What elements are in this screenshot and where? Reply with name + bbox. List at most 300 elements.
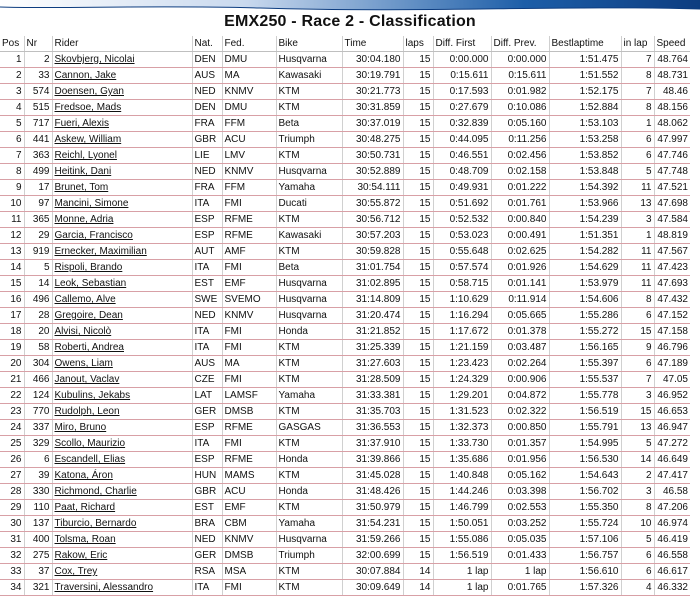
cell-laps: 15 <box>403 212 433 228</box>
cell-in-lap: 8 <box>621 100 654 116</box>
cell-in-lap: 15 <box>621 324 654 340</box>
cell-nr: 499 <box>24 164 52 180</box>
cell-rider[interactable]: Scollo, Maurizio <box>52 436 192 452</box>
cell-fed: ACU <box>222 132 276 148</box>
cell-time: 31:25.339 <box>342 340 403 356</box>
cell-nat: EST <box>192 276 222 292</box>
cell-nat: DEN <box>192 100 222 116</box>
cell-rider[interactable]: Ernecker, Maximilian <box>52 244 192 260</box>
col-header-diff-prev: Diff. Prev. <box>491 36 549 52</box>
cell-bestlaptime: 1:55.537 <box>549 372 621 388</box>
cell-bike: KTM <box>276 340 342 356</box>
cell-in-lap: 6 <box>621 548 654 564</box>
cell-bike: Kawasaki <box>276 68 342 84</box>
cell-time: 30:37.019 <box>342 116 403 132</box>
cell-in-lap: 14 <box>621 452 654 468</box>
cell-rider[interactable]: Heitink, Dani <box>52 164 192 180</box>
table-row <box>0 180 690 196</box>
table-row <box>0 100 690 116</box>
cell-laps: 15 <box>403 260 433 276</box>
cell-nr: 337 <box>24 420 52 436</box>
cell-speed: 47.272 <box>654 436 690 452</box>
cell-nr: 39 <box>24 468 52 484</box>
cell-diff-prev: 0:02.264 <box>491 356 549 372</box>
cell-time: 30:57.203 <box>342 228 403 244</box>
cell-diff-first: 1:21.159 <box>433 340 491 356</box>
cell-diff-first: 0:15.611 <box>433 68 491 84</box>
cell-fed: LAMSF <box>222 388 276 404</box>
cell-pos: 23 <box>0 404 24 420</box>
cell-in-lap: 11 <box>621 276 654 292</box>
cell-speed: 48.46 <box>654 84 690 100</box>
cell-laps: 14 <box>403 564 433 580</box>
cell-pos: 21 <box>0 372 24 388</box>
cell-diff-first: 0:57.574 <box>433 260 491 276</box>
cell-diff-prev: 0:01.761 <box>491 196 549 212</box>
cell-bestlaptime: 1:54.995 <box>549 436 621 452</box>
cell-fed: FMI <box>222 340 276 356</box>
table-row <box>0 468 690 484</box>
cell-nat: NED <box>192 84 222 100</box>
table-body <box>0 52 690 596</box>
cell-bike: Kawasaki <box>276 228 342 244</box>
cell-rider[interactable]: Janout, Vaclav <box>52 372 192 388</box>
cell-bike: KTM <box>276 564 342 580</box>
cell-bestlaptime: 1:55.724 <box>549 516 621 532</box>
cell-laps: 15 <box>403 516 433 532</box>
cell-diff-prev: 0:01.141 <box>491 276 549 292</box>
cell-speed: 47.567 <box>654 244 690 260</box>
cell-pos: 25 <box>0 436 24 452</box>
cell-nr: 441 <box>24 132 52 148</box>
cell-nr: 330 <box>24 484 52 500</box>
cell-in-lap: 3 <box>621 484 654 500</box>
cell-bestlaptime: 1:53.258 <box>549 132 621 148</box>
cell-diff-prev: 0:02.456 <box>491 148 549 164</box>
cell-nr: 363 <box>24 148 52 164</box>
cell-bestlaptime: 1:55.350 <box>549 500 621 516</box>
cell-fed: FFM <box>222 116 276 132</box>
cell-time: 30:48.275 <box>342 132 403 148</box>
cell-speed: 46.558 <box>654 548 690 564</box>
cell-time: 31:35.703 <box>342 404 403 420</box>
cell-time: 30:56.712 <box>342 212 403 228</box>
col-header-rider: Rider <box>52 36 192 52</box>
cell-laps: 15 <box>403 356 433 372</box>
cell-rider[interactable]: Askew, William <box>52 132 192 148</box>
cell-speed: 47.748 <box>654 164 690 180</box>
cell-diff-first: 0:27.679 <box>433 100 491 116</box>
cell-diff-prev: 0:01.926 <box>491 260 549 276</box>
cell-pos: 14 <box>0 260 24 276</box>
cell-time: 32:00.699 <box>342 548 403 564</box>
cell-bestlaptime: 1:53.852 <box>549 148 621 164</box>
cell-rider[interactable]: Cannon, Jake <box>52 68 192 84</box>
cell-speed: 48.764 <box>654 52 690 68</box>
cell-diff-prev: 0:02.322 <box>491 404 549 420</box>
cell-nr: 329 <box>24 436 52 452</box>
cell-bike: Honda <box>276 452 342 468</box>
cell-rider[interactable]: Owens, Liam <box>52 356 192 372</box>
cell-diff-prev: 0:00.000 <box>491 52 549 68</box>
cell-in-lap: 7 <box>621 84 654 100</box>
cell-diff-first: 1 lap <box>433 564 491 580</box>
cell-nr: 20 <box>24 324 52 340</box>
cell-time: 30:54.111 <box>342 180 403 196</box>
cell-laps: 15 <box>403 100 433 116</box>
cell-bike: Yamaha <box>276 180 342 196</box>
cell-rider[interactable]: Gregoire, Dean <box>52 308 192 324</box>
cell-diff-first: 0:55.648 <box>433 244 491 260</box>
col-header-bestlaptime: Bestlaptime <box>549 36 621 52</box>
cell-bike: Husqvarna <box>276 52 342 68</box>
cell-fed: CBM <box>222 516 276 532</box>
cell-nat: ITA <box>192 436 222 452</box>
cell-fed: MSA <box>222 564 276 580</box>
table-row <box>0 516 690 532</box>
cell-diff-prev: 0:05.160 <box>491 116 549 132</box>
table-row <box>0 68 690 84</box>
cell-speed: 48.062 <box>654 116 690 132</box>
cell-pos: 7 <box>0 148 24 164</box>
cell-diff-prev: 0:01.378 <box>491 324 549 340</box>
cell-rider[interactable]: Alvisi, Nicolò <box>52 324 192 340</box>
cell-laps: 15 <box>403 196 433 212</box>
cell-time: 31:14.809 <box>342 292 403 308</box>
table-row <box>0 308 690 324</box>
cell-nr: 6 <box>24 452 52 468</box>
table-row <box>0 324 690 340</box>
cell-laps: 15 <box>403 388 433 404</box>
cell-fed: RFME <box>222 228 276 244</box>
cell-speed: 46.617 <box>654 564 690 580</box>
cell-bestlaptime: 1:53.979 <box>549 276 621 292</box>
cell-nat: BRA <box>192 516 222 532</box>
cell-in-lap: 6 <box>621 148 654 164</box>
cell-time: 31:28.509 <box>342 372 403 388</box>
cell-diff-first: 1:29.201 <box>433 388 491 404</box>
cell-nat: AUT <box>192 244 222 260</box>
cell-diff-prev: 0:02.625 <box>491 244 549 260</box>
cell-bike: Husqvarna <box>276 532 342 548</box>
cell-nat: GER <box>192 404 222 420</box>
table-row <box>0 532 690 548</box>
cell-rider[interactable]: Doensen, Gyan <box>52 84 192 100</box>
cell-speed: 46.952 <box>654 388 690 404</box>
cell-diff-first: 1:40.848 <box>433 468 491 484</box>
cell-diff-first: 0:46.551 <box>433 148 491 164</box>
cell-speed: 47.05 <box>654 372 690 388</box>
cell-in-lap: 8 <box>621 68 654 84</box>
cell-diff-first: 1:44.246 <box>433 484 491 500</box>
cell-rider[interactable]: Skovbjerg, Nicolai <box>52 52 192 68</box>
cell-nat: ITA <box>192 196 222 212</box>
cell-speed: 47.997 <box>654 132 690 148</box>
cell-fed: FMI <box>222 372 276 388</box>
cell-rider[interactable]: Callemo, Alve <box>52 292 192 308</box>
cell-nat: LAT <box>192 388 222 404</box>
cell-rider[interactable]: Brunet, Tom <box>52 180 192 196</box>
cell-bestlaptime: 1:53.103 <box>549 116 621 132</box>
cell-bike: KTM <box>276 212 342 228</box>
cell-rider[interactable]: Garcia, Francisco <box>52 228 192 244</box>
cell-time: 31:20.474 <box>342 308 403 324</box>
cell-laps: 15 <box>403 308 433 324</box>
cell-rider[interactable]: Rakow, Eric <box>52 548 192 564</box>
cell-diff-prev: 0:01.956 <box>491 452 549 468</box>
col-header-laps: laps <box>403 36 433 52</box>
cell-diff-first: 0:49.931 <box>433 180 491 196</box>
cell-bike: KTM <box>276 148 342 164</box>
col-header-nat: Nat. <box>192 36 222 52</box>
cell-nr: 400 <box>24 532 52 548</box>
cell-laps: 15 <box>403 132 433 148</box>
cell-nr: 770 <box>24 404 52 420</box>
cell-bike: KTM <box>276 404 342 420</box>
cell-speed: 46.947 <box>654 420 690 436</box>
cell-nat: AUS <box>192 356 222 372</box>
cell-in-lap: 8 <box>621 292 654 308</box>
cell-nat: HUN <box>192 468 222 484</box>
col-header-bike: Bike <box>276 36 342 52</box>
table-row <box>0 148 690 164</box>
cell-rider[interactable]: Rispoli, Brando <box>52 260 192 276</box>
cell-laps: 15 <box>403 500 433 516</box>
cell-rider[interactable]: Escandell, Elias <box>52 452 192 468</box>
cell-diff-prev: 0:04.872 <box>491 388 549 404</box>
cell-bike: KTM <box>276 372 342 388</box>
cell-pos: 1 <box>0 52 24 68</box>
cell-fed: FMI <box>222 324 276 340</box>
cell-pos: 29 <box>0 500 24 516</box>
cell-bike: Ducati <box>276 196 342 212</box>
cell-laps: 15 <box>403 164 433 180</box>
cell-in-lap: 2 <box>621 468 654 484</box>
cell-speed: 47.432 <box>654 292 690 308</box>
cell-diff-prev: 0:02.553 <box>491 500 549 516</box>
cell-rider[interactable]: Cox, Trey <box>52 564 192 580</box>
cell-rider[interactable]: Paat, Richard <box>52 500 192 516</box>
cell-rider[interactable]: Fueri, Alexis <box>52 116 192 132</box>
cell-time: 30:55.872 <box>342 196 403 212</box>
cell-bike: Husqvarna <box>276 276 342 292</box>
cell-time: 31:21.852 <box>342 324 403 340</box>
cell-rider[interactable]: Leok, Sebastian <box>52 276 192 292</box>
cell-fed: SVEMO <box>222 292 276 308</box>
table-row <box>0 388 690 404</box>
cell-laps: 15 <box>403 532 433 548</box>
cell-fed: FMI <box>222 580 276 596</box>
table-row <box>0 500 690 516</box>
table-row <box>0 292 690 308</box>
table-row <box>0 276 690 292</box>
cell-laps: 14 <box>403 580 433 596</box>
cell-diff-first: 1:50.051 <box>433 516 491 532</box>
cell-bestlaptime: 1:55.286 <box>549 308 621 324</box>
cell-nr: 37 <box>24 564 52 580</box>
cell-fed: EMF <box>222 500 276 516</box>
cell-time: 30:09.649 <box>342 580 403 596</box>
cell-nat: GBR <box>192 132 222 148</box>
cell-pos: 20 <box>0 356 24 372</box>
cell-nat: GBR <box>192 484 222 500</box>
cell-diff-first: 0:32.839 <box>433 116 491 132</box>
cell-pos: 5 <box>0 116 24 132</box>
cell-laps: 15 <box>403 468 433 484</box>
cell-diff-first: 1:24.329 <box>433 372 491 388</box>
cell-laps: 15 <box>403 324 433 340</box>
cell-nat: ESP <box>192 452 222 468</box>
cell-diff-prev: 0:15.611 <box>491 68 549 84</box>
cell-bike: Husqvarna <box>276 292 342 308</box>
table-row <box>0 420 690 436</box>
cell-nr: 29 <box>24 228 52 244</box>
cell-in-lap: 15 <box>621 404 654 420</box>
cell-in-lap: 6 <box>621 564 654 580</box>
page-title: EMX250 - Race 2 - Classification <box>224 13 476 30</box>
cell-fed: MAMS <box>222 468 276 484</box>
cell-diff-first: 1:31.523 <box>433 404 491 420</box>
cell-bestlaptime: 1:52.175 <box>549 84 621 100</box>
cell-pos: 3 <box>0 84 24 100</box>
cell-fed: EMF <box>222 276 276 292</box>
cell-rider[interactable]: Monne, Adria <box>52 212 192 228</box>
cell-nr: 919 <box>24 244 52 260</box>
cell-time: 31:36.553 <box>342 420 403 436</box>
cell-nat: LIE <box>192 148 222 164</box>
cell-pos: 33 <box>0 564 24 580</box>
cell-diff-first: 1:17.672 <box>433 324 491 340</box>
cell-in-lap: 6 <box>621 308 654 324</box>
cell-fed: DMSB <box>222 404 276 420</box>
cell-fed: KNMV <box>222 164 276 180</box>
cell-diff-first: 0:44.095 <box>433 132 491 148</box>
cell-rider[interactable]: Richmond, Charlie <box>52 484 192 500</box>
cell-pos: 31 <box>0 532 24 548</box>
cell-laps: 15 <box>403 84 433 100</box>
cell-nat: ITA <box>192 324 222 340</box>
cell-bestlaptime: 1:54.239 <box>549 212 621 228</box>
cell-in-lap: 4 <box>621 580 654 596</box>
cell-bestlaptime: 1:56.610 <box>549 564 621 580</box>
cell-bestlaptime: 1:53.848 <box>549 164 621 180</box>
cell-in-lap: 9 <box>621 340 654 356</box>
cell-nr: 515 <box>24 100 52 116</box>
cell-rider[interactable]: Tiburcio, Bernardo <box>52 516 192 532</box>
cell-nr: 304 <box>24 356 52 372</box>
table-row <box>0 132 690 148</box>
cell-speed: 47.693 <box>654 276 690 292</box>
cell-nat: NED <box>192 308 222 324</box>
cell-diff-prev: 0:00.491 <box>491 228 549 244</box>
cell-nr: 14 <box>24 276 52 292</box>
cell-pos: 10 <box>0 196 24 212</box>
cell-nr: 17 <box>24 180 52 196</box>
cell-bike: Beta <box>276 260 342 276</box>
cell-nr: 2 <box>24 52 52 68</box>
cell-diff-prev: 0:05.162 <box>491 468 549 484</box>
col-header-speed: Speed <box>654 36 690 52</box>
table-row <box>0 212 690 228</box>
cell-pos: 27 <box>0 468 24 484</box>
cell-time: 31:27.603 <box>342 356 403 372</box>
cell-fed: ACU <box>222 484 276 500</box>
cell-diff-prev: 0:05.035 <box>491 532 549 548</box>
cell-pos: 13 <box>0 244 24 260</box>
cell-speed: 46.796 <box>654 340 690 356</box>
cell-speed: 47.152 <box>654 308 690 324</box>
cell-diff-first: 1:16.294 <box>433 308 491 324</box>
cell-diff-prev: 0:00.850 <box>491 420 549 436</box>
cell-diff-prev: 0:10.086 <box>491 100 549 116</box>
cell-fed: AMF <box>222 244 276 260</box>
table-row <box>0 196 690 212</box>
cell-nr: 466 <box>24 372 52 388</box>
cell-rider[interactable]: Traversini, Alessandro <box>52 580 192 596</box>
cell-laps: 15 <box>403 484 433 500</box>
cell-pos: 9 <box>0 180 24 196</box>
cell-laps: 15 <box>403 68 433 84</box>
cell-laps: 15 <box>403 276 433 292</box>
cell-diff-first: 1:35.686 <box>433 452 491 468</box>
cell-rider[interactable]: Roberti, Andrea <box>52 340 192 356</box>
cell-rider[interactable]: Fredsoe, Mads <box>52 100 192 116</box>
cell-bestlaptime: 1:56.530 <box>549 452 621 468</box>
cell-bike: KTM <box>276 244 342 260</box>
cell-diff-first: 1:23.423 <box>433 356 491 372</box>
cell-diff-prev: 0:05.665 <box>491 308 549 324</box>
cell-nat: EST <box>192 500 222 516</box>
cell-speed: 47.746 <box>654 148 690 164</box>
cell-diff-prev: 0:03.252 <box>491 516 549 532</box>
cell-in-lap: 10 <box>621 516 654 532</box>
cell-pos: 30 <box>0 516 24 532</box>
cell-diff-first: 1 lap <box>433 580 491 596</box>
header-decoration-band <box>0 0 700 14</box>
cell-rider[interactable]: Tolsma, Roan <box>52 532 192 548</box>
cell-rider[interactable]: Mancini, Simone <box>52 196 192 212</box>
cell-diff-prev: 0:11.256 <box>491 132 549 148</box>
cell-pos: 4 <box>0 100 24 116</box>
table-row <box>0 484 690 500</box>
cell-in-lap: 11 <box>621 244 654 260</box>
cell-time: 31:33.381 <box>342 388 403 404</box>
cell-time: 30:52.889 <box>342 164 403 180</box>
cell-fed: DMU <box>222 52 276 68</box>
cell-time: 31:01.754 <box>342 260 403 276</box>
cell-in-lap: 1 <box>621 228 654 244</box>
cell-rider[interactable]: Rudolph, Leon <box>52 404 192 420</box>
table-row <box>0 564 690 580</box>
cell-bestlaptime: 1:53.966 <box>549 196 621 212</box>
cell-pos: 12 <box>0 228 24 244</box>
cell-time: 31:54.231 <box>342 516 403 532</box>
cell-diff-first: 0:00.000 <box>433 52 491 68</box>
cell-bestlaptime: 1:54.629 <box>549 260 621 276</box>
cell-rider[interactable]: Reichl, Lyonel <box>52 148 192 164</box>
cell-pos: 32 <box>0 548 24 564</box>
cell-diff-first: 1:55.086 <box>433 532 491 548</box>
cell-rider[interactable]: Kubulins, Jekabs <box>52 388 192 404</box>
cell-time: 30:04.180 <box>342 52 403 68</box>
cell-diff-prev: 0:01.357 <box>491 436 549 452</box>
cell-rider[interactable]: Katona, Áron <box>52 468 192 484</box>
table-row <box>0 164 690 180</box>
cell-in-lap: 7 <box>621 52 654 68</box>
cell-rider[interactable]: Miro, Bruno <box>52 420 192 436</box>
cell-bike: KTM <box>276 436 342 452</box>
cell-pos: 22 <box>0 388 24 404</box>
